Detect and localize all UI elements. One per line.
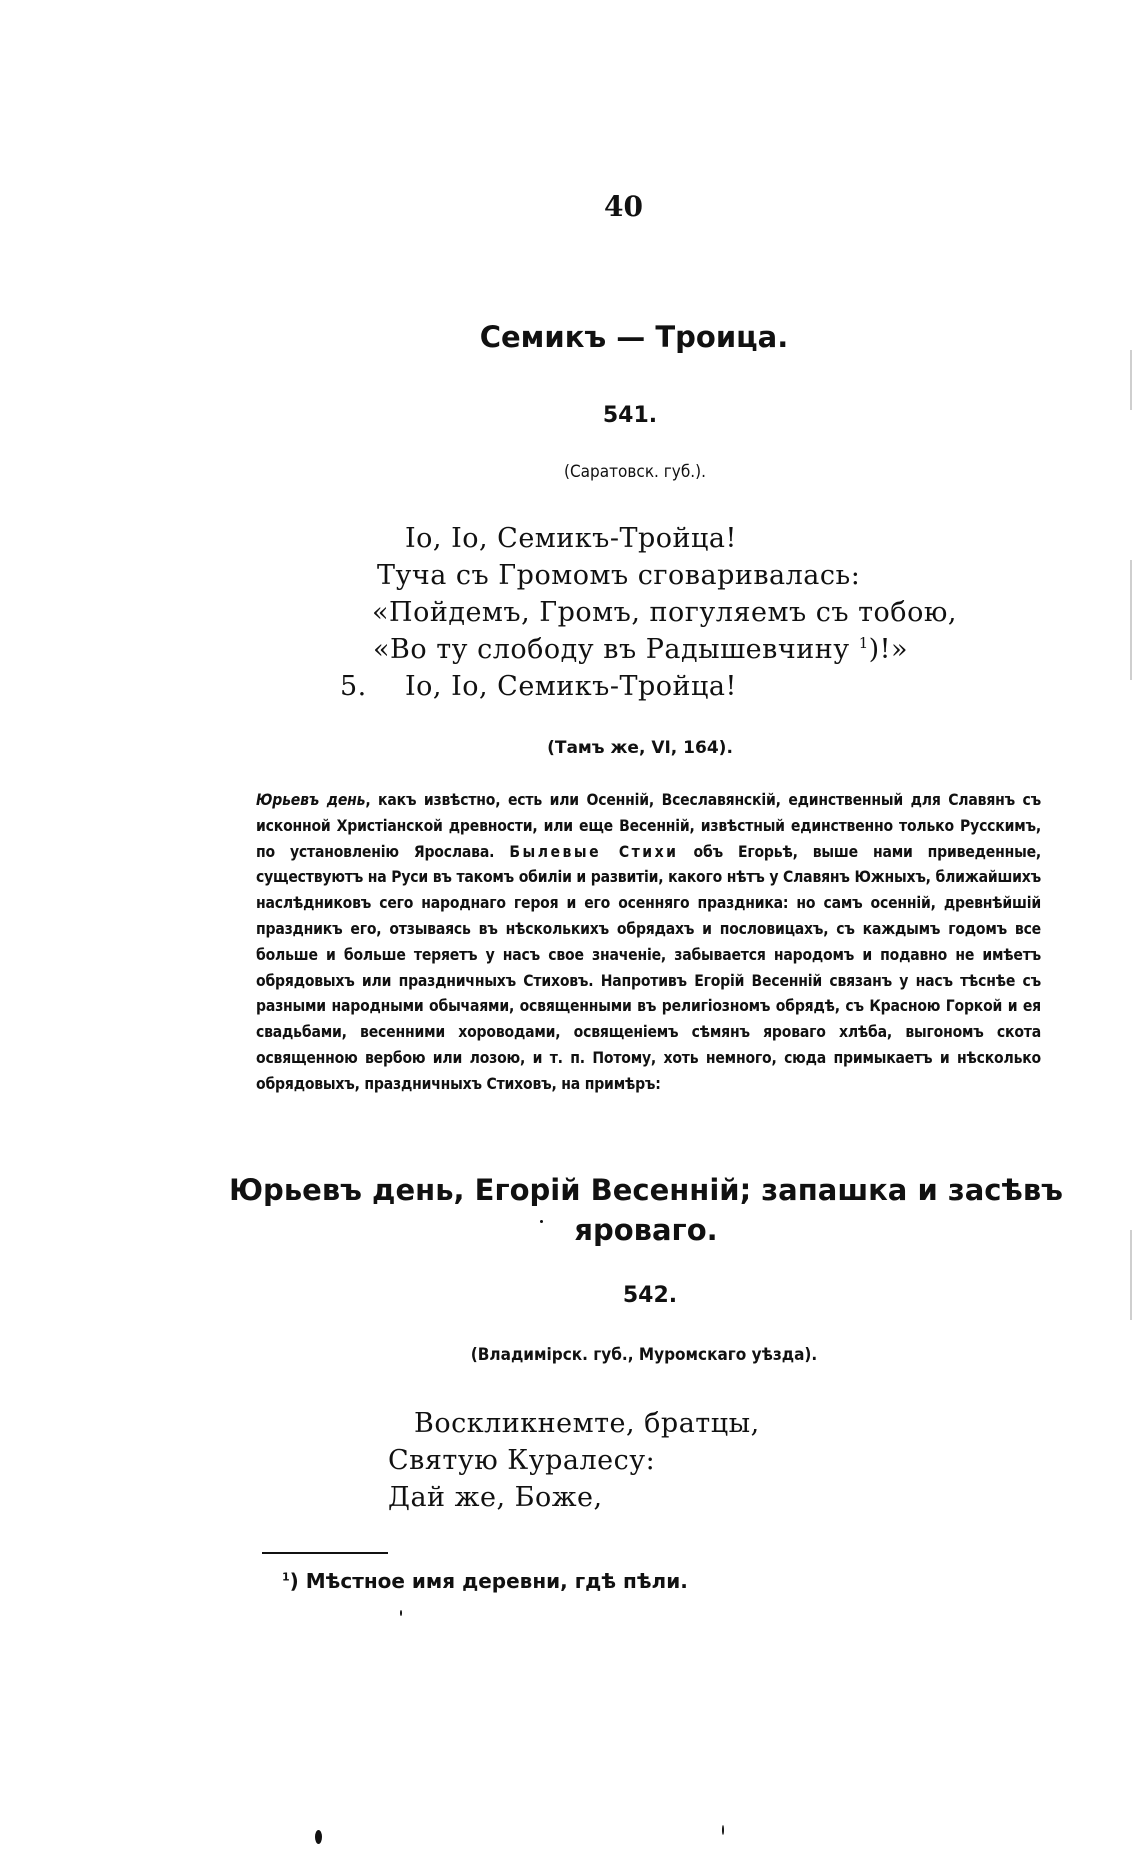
footnote [282,1569,688,1593]
section-title [0,1170,1140,1250]
footnote-marker[interactable]: 1 [858,634,869,652]
section-title-line: яроваго. [574,1213,718,1247]
section-title: Семикъ — Троица. [479,320,789,354]
song-source: (Владимірск. губ., Муромскаго уѣзда). [470,1345,818,1365]
scan-artifact [400,1610,402,1616]
song-source: (Саратовск. губ.). [564,462,706,482]
citation: (Тамъ же, VI, 164). [547,738,733,758]
song-number: 541. [602,403,658,428]
commentary-text: , какъ извѣстно, есть или Осенній, Всеславянскій, единственный для Славянъ съ исконной Христіанской древности, или еще Весенній, извѣстный единственно только Русскимъ, по установленію Ярослава. [256,791,1042,861]
line-number: 5. [340,671,367,702]
scan-artifact [1130,1230,1132,1320]
footnote-number: 1 [282,1570,290,1584]
scan-artifact [540,1220,543,1223]
verse-line-text: «Во ту слободу въ Радышевчину [373,634,850,665]
verse-line: «Пойдемъ, Громъ, погуляемъ съ тобою, [372,597,957,628]
section-title-line: Юрьевъ день, Егорій Весенній; запашка и засѣвъ [229,1173,1063,1207]
commentary-text: объ Егорьѣ, выше нами приведенные, существуютъ на Руси въ такомъ обиліи и развитіи, какого нѣтъ у Славянъ Южныхъ, ближайшихъ наслѣдниковъ сего народнаго героя и его осенняго праздника: но самъ осенній, древнѣйшій праздникъ его, отзываясь въ нѣсколькихъ обрядахъ и пословицахъ, съ каждымъ годомъ все больше и больше теряетъ у насъ свое значеніе, забывается народомъ и подавно не имѣетъ обрядовыхъ или праздничныхъ Стиховъ. Напротивъ Егорій Весенній связанъ у насъ тѣснѣе съ разными народными обычаями, освященными въ религіозномъ обрядѣ, съ Красною Горкой и ея свадьбами, весенними хороводами, освященіемъ сѣмянъ яроваго хлѣба, выгономъ скота освященною вербою или лозою, и т. п. Потому, хоть немного, сюда примыкаетъ и нѣсколько обрядовыхъ, праздничныхъ Стиховъ, на примѣръ: [256,842,1042,1093]
verse-line: Святую Куралесу: [388,1445,656,1476]
scan-artifact [1130,350,1132,410]
verse-line: Іо, Іо, Семикъ-Тройца! [405,671,737,702]
song-number: 542. [622,1283,678,1308]
commentary-lead: Юрьевъ день [256,791,366,809]
verse-line: Воскликнемте, братцы, [414,1408,760,1439]
commentary-spaced-term: Былевые Стихи [509,842,679,861]
scan-artifact [722,1825,724,1835]
verse-line: Дай же, Боже, [388,1482,603,1513]
verse-line [373,631,908,669]
verse-line: Туча съ Громомъ сговаривалась: [377,560,861,591]
commentary-paragraph [256,788,1041,1098]
scan-artifact [315,1830,322,1844]
footnote-text: ) Мѣстное имя деревни, гдѣ пѣли. [289,1569,688,1593]
verse-line-suffix: )!» [868,634,909,665]
footnote-divider [262,1552,388,1554]
scan-artifact [1130,560,1132,680]
page-number: 40 [604,190,643,223]
verse-line: Іо, Іо, Семикъ-Тройца! [405,523,737,554]
